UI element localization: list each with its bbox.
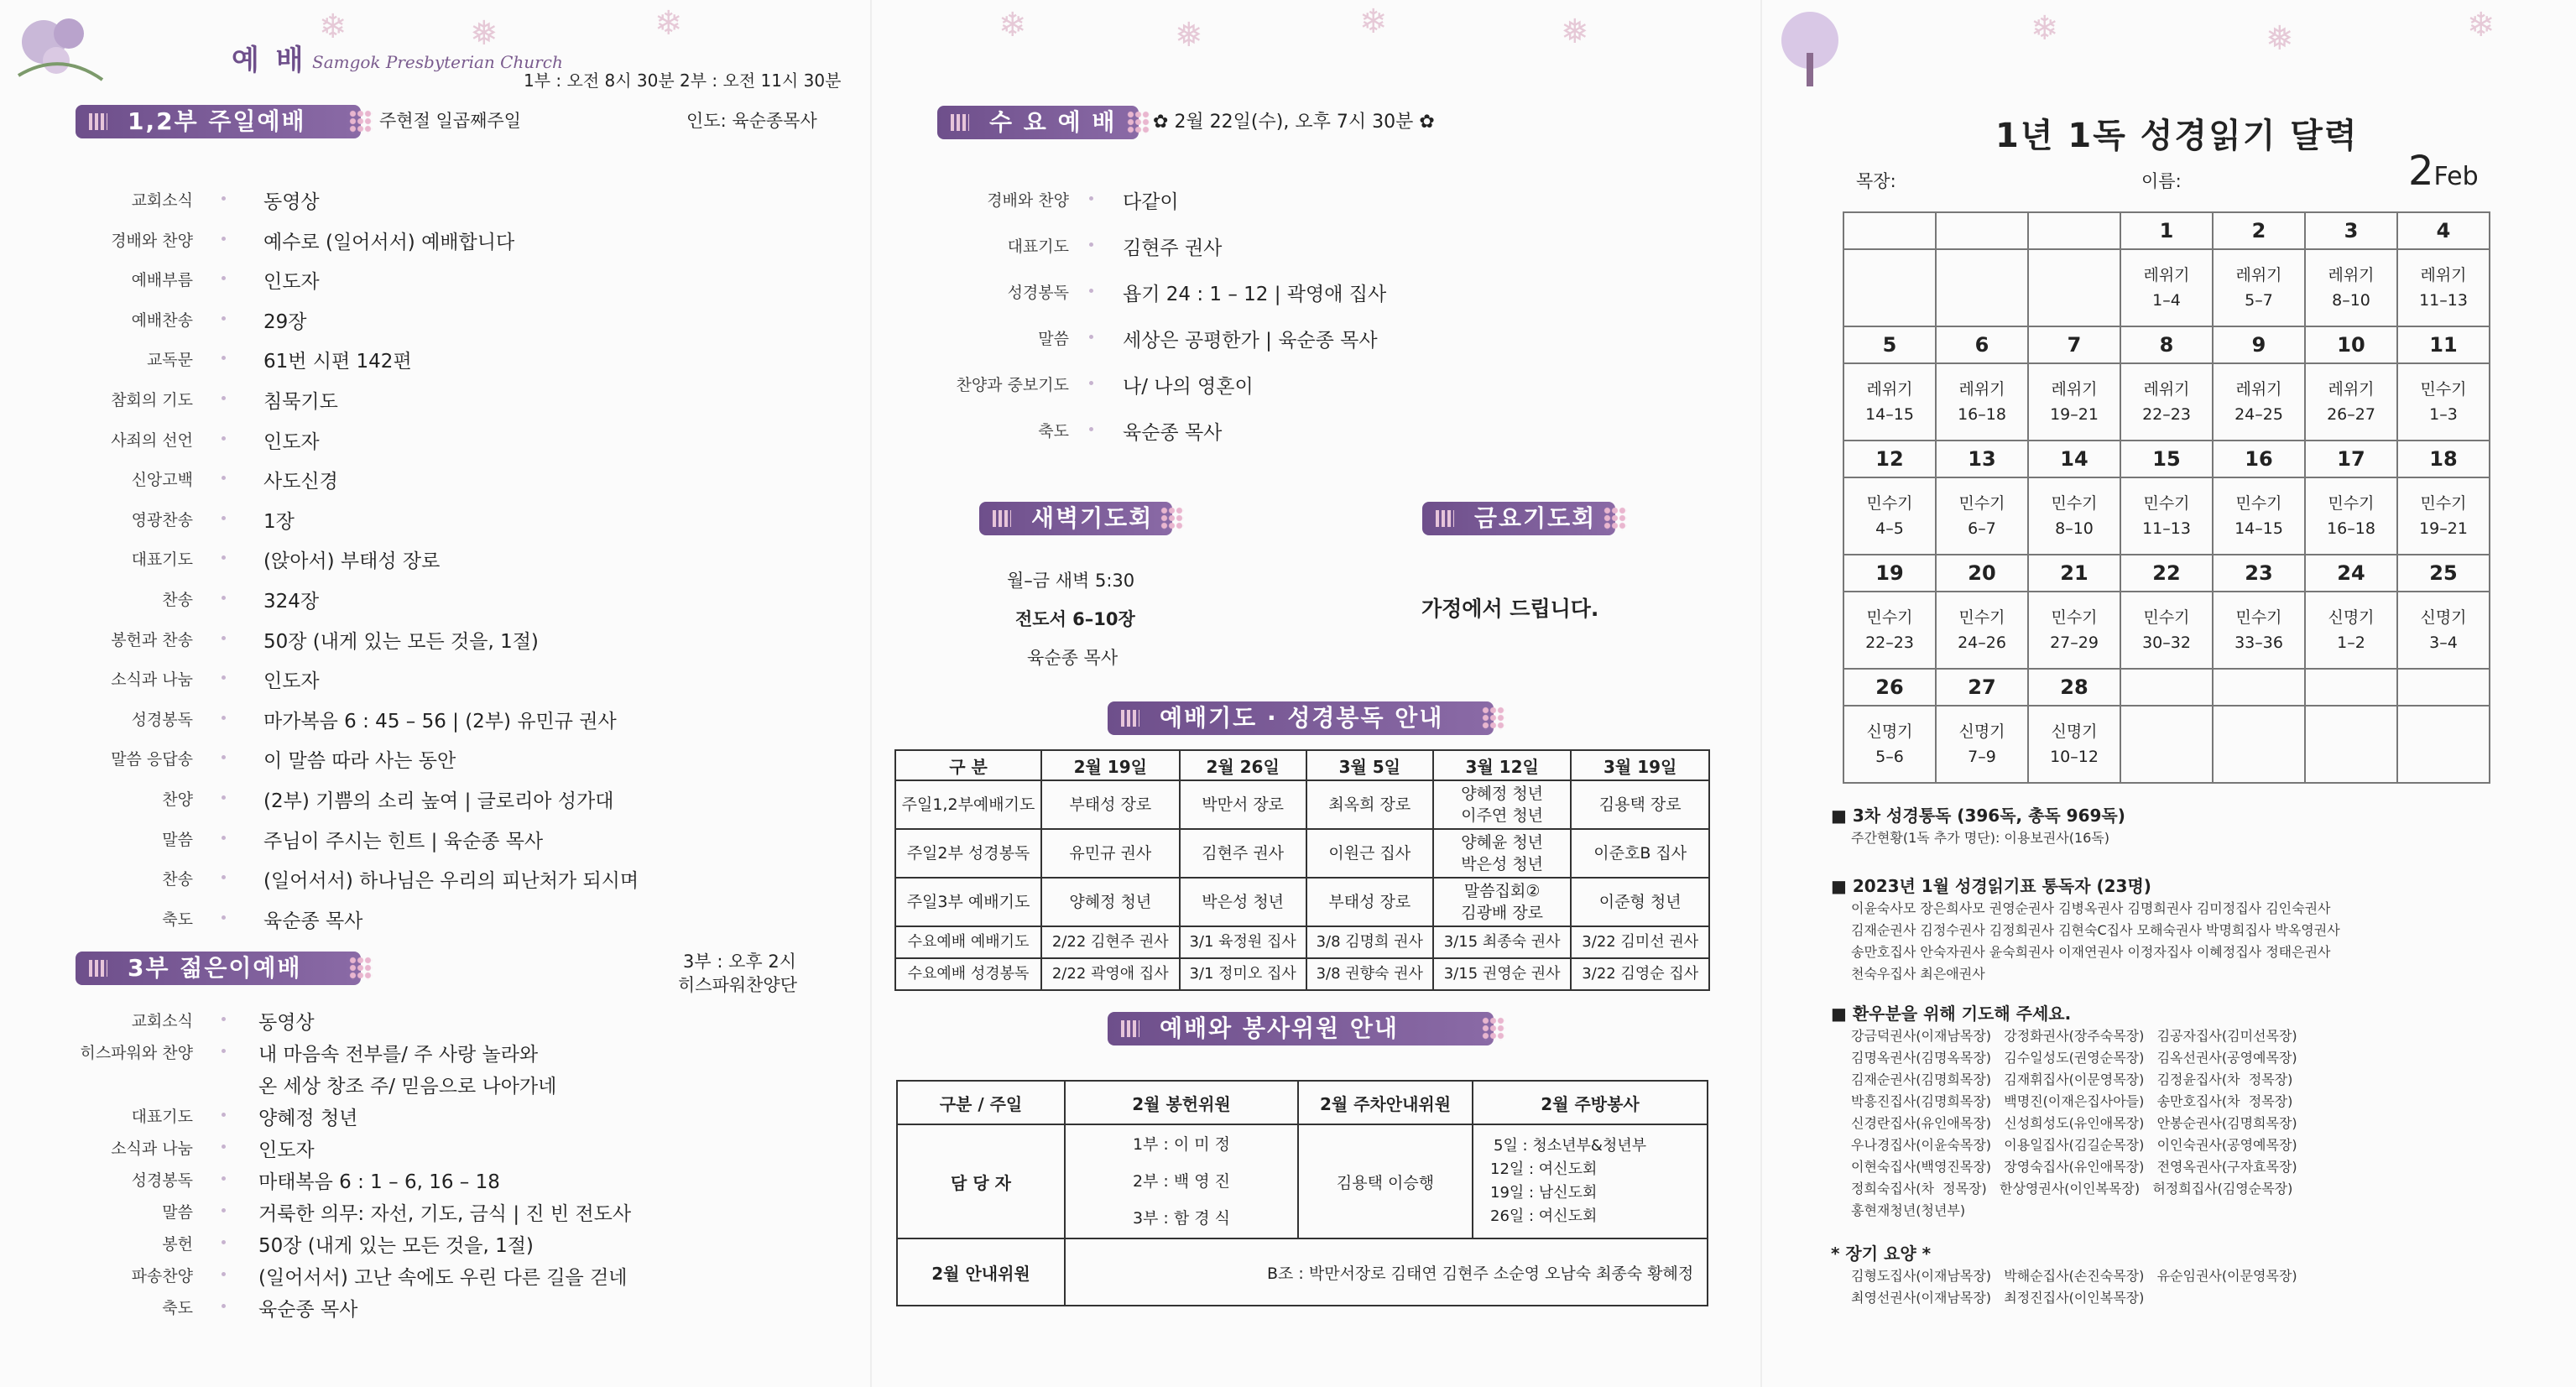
prayer-schedule-table bbox=[894, 749, 1710, 991]
schedule-cell: 양혜정 청년 bbox=[1041, 878, 1180, 926]
order-label: 교독문 bbox=[146, 351, 193, 370]
sunday-section-title: 1,2부 주일예배 bbox=[76, 105, 361, 138]
order-label: 경배와 찬양 bbox=[111, 231, 193, 250]
note-body: 강금덕권사(이재남목장) 강정화권사(장주숙목장) 김공자집사(김미선목장) 김명옥권사(김명옥목장) 김수일성도(권영순목장) 김옥선권사(공영예목장) 김재순권사(김명희목장) 김재휘집사(이문영목장) 김정윤집사(차 정목장) 박흥진집사(김명희목장) 백명진(이재은집사아들) 송만호집사(차 정목장) 신경란집사(유인애목장) 신성희성도(유인애목장) 안봉순권사(김명희목장) 우나경집사(이윤숙목장) 이용일집사(김길순목장) 이인숙권사(공영예목장) 이현숙집사(백영진목장) 장영숙집사(유인애목장) 전영옥권사(구자효목장) 정희숙집사(차 정목장) 한상영권사(이인복목장) 허정희집사(김영순목장) 홍현재청년(청년부) bbox=[1851, 1028, 2297, 1218]
calendar-reading bbox=[1843, 249, 1936, 326]
calendar-reading bbox=[2120, 706, 2213, 783]
calendar-reading: 민수기 14–15 bbox=[2213, 477, 2305, 555]
service-header: 구분 / 주일 bbox=[897, 1081, 1065, 1124]
dawn-prayer-line: 육순종 목사 bbox=[1027, 648, 1119, 668]
calendar-date: 5 bbox=[1843, 326, 1936, 363]
order-value: 324장 bbox=[263, 591, 320, 613]
schedule-cell: 3/8 권향숙 권사 bbox=[1306, 958, 1433, 990]
calendar-reading-row bbox=[1843, 592, 2490, 669]
calendar-date bbox=[2120, 669, 2213, 706]
bullet-dot bbox=[222, 795, 226, 800]
calendar-date: 6 bbox=[1936, 326, 2028, 363]
decor-left-icon: ✿ bbox=[1153, 112, 1175, 133]
calendar-date: 11 bbox=[2397, 326, 2490, 363]
decor-right-icon: ✿ bbox=[1413, 112, 1435, 133]
order-label: 경배와 찬양 bbox=[987, 191, 1069, 210]
calendar-date: 26 bbox=[1843, 669, 1936, 706]
bullet-dot bbox=[222, 237, 226, 241]
calendar-date bbox=[1843, 212, 1936, 249]
order-label: 축도 bbox=[162, 1299, 193, 1317]
calendar-date: 20 bbox=[1936, 555, 2028, 592]
ushers-cell: B조 : 박만서장로 김태연 김현주 소순영 오남숙 최종숙 황혜정 bbox=[1065, 1238, 1708, 1306]
order-value: 동영상 bbox=[258, 1012, 315, 1034]
calendar-date: 24 bbox=[2305, 555, 2397, 592]
month-number: 2 bbox=[2408, 148, 2434, 195]
calendar-reading: 민수기 11–13 bbox=[2120, 477, 2213, 555]
bullet-dot bbox=[222, 516, 226, 520]
schedule-cell: 3/22 김미선 권사 bbox=[1571, 926, 1709, 958]
bullet-dot bbox=[222, 1272, 226, 1276]
note-body: 김형도집사(이재남목장) 박해순집사(손진숙목장) 유순임권사(이문영목장) 최영선권사(이재남목장) 최정진집사(이인복목장) bbox=[1851, 1268, 2297, 1306]
bullet-dot bbox=[222, 1017, 226, 1021]
offering-line: 2부 : 백 영 진 bbox=[1132, 1172, 1231, 1191]
calendar-reading: 신명기 10–12 bbox=[2028, 706, 2120, 783]
order-label: 찬양 bbox=[162, 790, 193, 809]
schedule-cell: 2/22 김현주 권사 bbox=[1041, 926, 1180, 958]
calendar-date: 21 bbox=[2028, 555, 2120, 592]
youth-time: 3부 : 오후 2시 bbox=[683, 952, 796, 972]
schedule-row-label: 주일1,2부예배기도 bbox=[895, 780, 1041, 829]
bullet-dot bbox=[222, 755, 226, 759]
order-label: 성경봉독 bbox=[131, 710, 193, 729]
note-body: 이윤숙사모 장은희사모 권영순권사 김병옥권사 김명희권사 김미정집사 김인숙권사 김재순권사 김정수권사 김정희권사 김현숙C집사 모해숙권사 박명희집사 박옥영권사 송만호집사 안숙자권사 윤숙희권사 이재연권사 이정자집사 이혜정집사 정태은권사 천숙우집사 최은애권사 bbox=[1851, 900, 2340, 982]
youth-section-title: 3부 젊은이예배 bbox=[76, 952, 361, 985]
bullet-dot bbox=[222, 836, 226, 840]
order-label: 대표기도 bbox=[131, 1108, 193, 1126]
bullet-dot bbox=[222, 436, 226, 441]
calendar-reading: 레위기 8–10 bbox=[2305, 249, 2397, 326]
snowflake-icon: ❄ bbox=[319, 8, 347, 46]
order-value: 나/ 나의 영혼이 bbox=[1123, 376, 1254, 398]
bullet-dot bbox=[222, 915, 226, 920]
bullet-dot bbox=[222, 716, 226, 720]
schedule-cell: 김현주 권사 bbox=[1180, 829, 1306, 878]
calendar-date bbox=[1936, 212, 2028, 249]
bullet-dot bbox=[222, 555, 226, 560]
calendar-date bbox=[2305, 669, 2397, 706]
month-indicator bbox=[2408, 148, 2479, 195]
schedule-row-label: 수요예배 예배기도 bbox=[895, 926, 1041, 958]
calendar-date: 10 bbox=[2305, 326, 2397, 363]
kitchen-line: 26일 : 여신도회 bbox=[1490, 1207, 1598, 1225]
calendar-reading bbox=[2305, 706, 2397, 783]
schedule-cell: 2/22 곽영애 집사 bbox=[1041, 958, 1180, 990]
calendar-reading: 민수기 16–18 bbox=[2305, 477, 2397, 555]
kitchen-cell bbox=[1473, 1124, 1708, 1238]
schedule-cell: 3/15 최종숙 권사 bbox=[1433, 926, 1572, 958]
schedule-cell: 말씀집회② 김광배 장로 bbox=[1433, 878, 1572, 926]
order-label: 신앙고백 bbox=[131, 471, 193, 490]
calendar-reading: 레위기 19–21 bbox=[2028, 363, 2120, 441]
service-table bbox=[896, 1080, 1708, 1306]
wednesday-section-title: 수 요 예 배 bbox=[937, 106, 1139, 139]
calendar-reading-row bbox=[1843, 477, 2490, 555]
bullet-dot bbox=[1089, 289, 1093, 293]
calendar-reading: 민수기 30–32 bbox=[2120, 592, 2213, 669]
calendar-reading-row bbox=[1843, 363, 2490, 441]
order-value: 다같이 bbox=[1123, 191, 1179, 213]
order-value: 욥기 24 : 1 – 12 | 곽영애 집사 bbox=[1123, 284, 1387, 305]
calendar-reading: 민수기 1–3 bbox=[2397, 363, 2490, 441]
schedule-cell: 이준호B 집사 bbox=[1571, 829, 1709, 878]
order-value: 1장 bbox=[263, 510, 295, 533]
calendar-date: 4 bbox=[2397, 212, 2490, 249]
calendar-reading: 신명기 1–2 bbox=[2305, 592, 2397, 669]
calendar-date: 18 bbox=[2397, 441, 2490, 477]
service-header: 2월 주차안내위원 bbox=[1298, 1081, 1473, 1124]
schedule-row-label: 주일3부 예배기도 bbox=[895, 878, 1041, 926]
snowflake-icon: ❄ bbox=[2467, 6, 2495, 44]
order-label: 봉헌 bbox=[162, 1235, 193, 1254]
bullet-dot bbox=[222, 636, 226, 640]
calendar-date-row bbox=[1843, 441, 2490, 477]
order-value: 인도자 bbox=[263, 271, 320, 294]
calendar-date bbox=[2028, 212, 2120, 249]
calendar-title: 1년 1독 성경읽기 달력 bbox=[1995, 117, 2359, 155]
note-body: 주간현황(1독 추가 명단): 이용보권사(16독) bbox=[1851, 830, 2109, 846]
order-value: 사도신경 bbox=[263, 471, 338, 493]
bullet-dot bbox=[222, 1049, 226, 1053]
schedule-cell: 3/1 정미오 집사 bbox=[1180, 958, 1306, 990]
sunday-leader: 인도: 육순종목사 bbox=[686, 111, 817, 131]
calendar-date: 3 bbox=[2305, 212, 2397, 249]
calendar-date: 17 bbox=[2305, 441, 2397, 477]
calendar-reading: 민수기 22–23 bbox=[1843, 592, 1936, 669]
order-value: 육순종 목사 bbox=[1123, 422, 1223, 444]
bullet-dot bbox=[1089, 427, 1093, 431]
name-label: 이름: bbox=[2141, 171, 2182, 191]
calendar-date: 25 bbox=[2397, 555, 2490, 592]
bullet-dot bbox=[222, 675, 226, 680]
schedule-cell: 부태성 장로 bbox=[1041, 780, 1180, 829]
schedule-header: 3월 5일 bbox=[1306, 750, 1433, 780]
calendar-reading: 레위기 22–23 bbox=[2120, 363, 2213, 441]
friday-prayer-text: 가정에서 드립니다. bbox=[1421, 597, 1599, 621]
snowflake-icon: ❅ bbox=[470, 14, 498, 53]
order-value: 주님이 주시는 힌트 | 육순종 목사 bbox=[263, 830, 544, 853]
calendar-reading-row bbox=[1843, 249, 2490, 326]
order-value: 거룩한 의무: 자선, 기도, 금식 | 진 빈 전도사 bbox=[258, 1203, 632, 1225]
page-title: 예 배 bbox=[232, 44, 307, 77]
flower-illustration bbox=[10, 8, 111, 84]
order-value: (일어서서) 하나님은 우리의 피난처가 되시며 bbox=[263, 870, 639, 893]
calendar-date: 12 bbox=[1843, 441, 1936, 477]
schedule-cell: 박은성 청년 bbox=[1180, 878, 1306, 926]
calendar-date: 13 bbox=[1936, 441, 2028, 477]
wednesday-time bbox=[1153, 107, 1435, 133]
order-label: 영광찬송 bbox=[131, 510, 193, 529]
kitchen-line: 19일 : 남신도회 bbox=[1490, 1184, 1598, 1202]
calendar-reading: 민수기 8–10 bbox=[2028, 477, 2120, 555]
order-value: 육순종 목사 bbox=[263, 910, 363, 932]
offering-line: 1부 : 이 미 정 bbox=[1132, 1135, 1231, 1154]
bullet-dot bbox=[222, 1176, 226, 1181]
schedule-cell: 3/22 김영순 집사 bbox=[1571, 958, 1709, 990]
schedule-cell: 3/8 김명희 권사 bbox=[1306, 926, 1433, 958]
bullet-dot bbox=[1089, 196, 1093, 201]
schedule-cell: 양혜정 청년 이주연 청년 bbox=[1433, 780, 1572, 829]
order-label: 참회의 기도 bbox=[111, 391, 193, 409]
order-value: 이 말씀 따라 사는 동안 bbox=[263, 750, 456, 773]
calendar-reading: 민수기 24–26 bbox=[1936, 592, 2028, 669]
order-label: 찬송 bbox=[162, 591, 193, 609]
service-times: 1부 : 오전 8시 30분 2부 : 오전 11시 30분 bbox=[524, 70, 842, 91]
calendar-reading: 레위기 11–13 bbox=[2397, 249, 2490, 326]
service-header: 2월 주방봉사 bbox=[1473, 1081, 1708, 1124]
order-label: 찬양과 중보기도 bbox=[956, 376, 1069, 394]
bullet-dot bbox=[1089, 242, 1093, 247]
schedule-cell: 이준형 청년 bbox=[1571, 878, 1709, 926]
order-label: 성경봉독 bbox=[131, 1171, 193, 1190]
bullet-dot bbox=[222, 1113, 226, 1117]
calendar-date: 28 bbox=[2028, 669, 2120, 706]
bullet-dot bbox=[222, 316, 226, 321]
schedule-row-label: 주일2부 성경봉독 bbox=[895, 829, 1041, 878]
order-value: 김현주 권사 bbox=[1123, 237, 1223, 259]
calendar-reading bbox=[1936, 249, 2028, 326]
service-header: 2월 봉헌위원 bbox=[1065, 1081, 1298, 1124]
order-label: 사죄의 선언 bbox=[111, 430, 193, 450]
snowflake-icon: ❄ bbox=[1359, 3, 1388, 41]
kitchen-line: 12일 : 여신도회 bbox=[1490, 1160, 1598, 1178]
month-name: Feb bbox=[2433, 162, 2479, 191]
church-name-en: Samgok Presbyterian Church bbox=[312, 52, 563, 72]
snowflake-icon: ❅ bbox=[1175, 16, 1203, 55]
order-value: 인도자 bbox=[263, 670, 320, 693]
offering-line: 3부 : 함 경 식 bbox=[1132, 1209, 1231, 1228]
order-label: 대표기도 bbox=[131, 550, 193, 570]
order-value: 인도자 bbox=[258, 1139, 315, 1161]
calendar-reading bbox=[2028, 249, 2120, 326]
order-label: 봉헌과 찬송 bbox=[111, 630, 193, 649]
service-row-label: 담 당 자 bbox=[897, 1124, 1065, 1238]
calendar-date: 16 bbox=[2213, 441, 2305, 477]
schedule-title: 예배기도 · 성경봉독 안내 bbox=[1108, 701, 1494, 735]
order-value: 육순종 목사 bbox=[258, 1299, 358, 1321]
order-label: 예배찬송 bbox=[131, 310, 193, 330]
bullet-dot bbox=[222, 1208, 226, 1212]
order-value: 세상은 공평한가 | 육순종 목사 bbox=[1123, 330, 1378, 352]
calendar-date: 22 bbox=[2120, 555, 2213, 592]
note-title: ■ 2023년 1월 성경읽기표 통독자 (23명) bbox=[1831, 876, 2151, 896]
calendar-reading: 민수기 4–5 bbox=[1843, 477, 1936, 555]
calendar-date-row bbox=[1843, 212, 2490, 249]
schedule-cell: 김용택 장로 bbox=[1571, 780, 1709, 829]
parking-cell: 김용택 이승행 bbox=[1298, 1124, 1473, 1238]
youth-choir: 히스파워찬양단 bbox=[678, 975, 798, 995]
schedule-cell: 최옥희 장로 bbox=[1306, 780, 1433, 829]
order-label: 말씀 bbox=[1038, 330, 1069, 348]
calendar-date: 23 bbox=[2213, 555, 2305, 592]
schedule-cell: 양혜윤 청년 박은성 청년 bbox=[1433, 829, 1572, 878]
reading-calendar bbox=[1843, 211, 2490, 784]
order-label: 교회소식 bbox=[131, 191, 193, 210]
order-label: 소식과 나눔 bbox=[111, 670, 193, 690]
calendar-reading: 민수기 6–7 bbox=[1936, 477, 2028, 555]
order-label: 찬송 bbox=[162, 870, 193, 889]
bullet-dot bbox=[222, 396, 226, 400]
calendar-date: 27 bbox=[1936, 669, 2028, 706]
snowflake-icon: ❄ bbox=[999, 6, 1027, 44]
calendar-date: 7 bbox=[2028, 326, 2120, 363]
order-value: (2부) 기쁨의 소리 높여 | 글로리아 성가대 bbox=[263, 790, 614, 812]
calendar-reading: 민수기 27–29 bbox=[2028, 592, 2120, 669]
calendar-reading: 민수기 33–36 bbox=[2213, 592, 2305, 669]
order-value: 인도자 bbox=[263, 430, 320, 453]
order-label: 축도 bbox=[1038, 422, 1069, 441]
schedule-cell: 3/1 육정원 집사 bbox=[1180, 926, 1306, 958]
order-value: 내 마음속 전부를/ 주 사랑 놀라와 bbox=[258, 1044, 539, 1066]
snowflake-icon: ❄ bbox=[654, 4, 683, 43]
note-title: * 장기 요양 * bbox=[1831, 1244, 1932, 1264]
tree-illustration bbox=[1772, 7, 1848, 91]
order-value: 양혜정 청년 bbox=[258, 1108, 358, 1129]
calendar-date: 9 bbox=[2213, 326, 2305, 363]
calendar-date-row bbox=[1843, 669, 2490, 706]
note-title: ■ 3차 성경통독 (396독, 총독 969독) bbox=[1831, 806, 2125, 826]
order-label: 예배부름 bbox=[131, 271, 193, 290]
order-value: 동영상 bbox=[263, 191, 320, 213]
schedule-cell: 박만서 장로 bbox=[1180, 780, 1306, 829]
note-title: ■ 환우분을 위해 기도해 주세요. bbox=[1831, 1004, 2072, 1024]
bullet-dot bbox=[222, 875, 226, 879]
bullet-dot bbox=[222, 1304, 226, 1308]
bullet-dot bbox=[222, 1240, 226, 1244]
bullet-dot bbox=[222, 276, 226, 280]
order-label: 소식과 나눔 bbox=[111, 1139, 193, 1158]
schedule-header: 2월 26일 bbox=[1180, 750, 1306, 780]
calendar-reading: 신명기 5–6 bbox=[1843, 706, 1936, 783]
order-label: 대표기도 bbox=[1007, 237, 1069, 256]
bullet-dot bbox=[222, 596, 226, 600]
calendar-reading: 레위기 16–18 bbox=[1936, 363, 2028, 441]
order-value: 마가복음 6 : 45 – 56 | (2부) 유민규 권사 bbox=[263, 710, 617, 733]
calendar-date-row bbox=[1843, 326, 2490, 363]
service-title: 예배와 봉사위원 안내 bbox=[1108, 1012, 1494, 1045]
order-value: 61번 시편 142편 bbox=[263, 351, 412, 373]
order-label: 파송찬양 bbox=[131, 1267, 193, 1285]
calendar-reading: 레위기 5–7 bbox=[2213, 249, 2305, 326]
calendar-date: 15 bbox=[2120, 441, 2213, 477]
bullet-dot bbox=[1089, 335, 1093, 339]
schedule-cell: 유민규 권사 bbox=[1041, 829, 1180, 878]
schedule-header: 구 분 bbox=[895, 750, 1041, 780]
schedule-row-label: 수요예배 성경봉독 bbox=[895, 958, 1041, 990]
calendar-reading: 레위기 14–15 bbox=[1843, 363, 1936, 441]
schedule-cell: 부태성 장로 bbox=[1306, 878, 1433, 926]
calendar-reading bbox=[2397, 706, 2490, 783]
order-value: 마태복음 6 : 1 – 6, 16 – 18 bbox=[258, 1171, 500, 1193]
calendar-date: 8 bbox=[2120, 326, 2213, 363]
calendar-reading: 민수기 19–21 bbox=[2397, 477, 2490, 555]
schedule-header: 3월 12일 bbox=[1433, 750, 1572, 780]
order-value: 50장 (내게 있는 모든 것을, 1절) bbox=[258, 1235, 534, 1257]
column-divider bbox=[1760, 0, 1762, 1387]
calendar-reading bbox=[2213, 706, 2305, 783]
order-value: 예수로 (일어서서) 예배합니다 bbox=[263, 231, 515, 253]
bullet-dot bbox=[222, 196, 226, 201]
calendar-reading-row bbox=[1843, 706, 2490, 783]
dawn-prayer-line: 월–금 새벽 5:30 bbox=[1007, 571, 1135, 591]
order-value: 온 세상 창조 주/ 믿음으로 나아가네 bbox=[258, 1076, 557, 1098]
order-value: (일어서서) 고난 속에도 우린 다른 길을 걷네 bbox=[258, 1267, 628, 1289]
order-label: 교회소식 bbox=[131, 1012, 193, 1030]
calendar-reading: 신명기 7–9 bbox=[1936, 706, 2028, 783]
calendar-date bbox=[2397, 669, 2490, 706]
order-value: 29장 bbox=[263, 310, 307, 333]
column-divider bbox=[870, 0, 872, 1387]
schedule-cell: 3/15 권영순 권사 bbox=[1433, 958, 1572, 990]
bullet-dot bbox=[222, 476, 226, 480]
calendar-reading: 신명기 3–4 bbox=[2397, 592, 2490, 669]
order-label: 말씀 bbox=[162, 830, 193, 849]
calendar-reading: 레위기 1–4 bbox=[2120, 249, 2213, 326]
order-label: 말씀 응답송 bbox=[111, 750, 193, 769]
calendar-date-row bbox=[1843, 555, 2490, 592]
sunday-subtitle: 주현절 일곱째주일 bbox=[379, 111, 521, 131]
schedule-cell: 이원근 집사 bbox=[1306, 829, 1433, 878]
bullet-dot bbox=[222, 1145, 226, 1149]
bullet-dot bbox=[1089, 381, 1093, 385]
order-value: (앉아서) 부태성 장로 bbox=[263, 550, 441, 573]
order-label: 말씀 bbox=[162, 1203, 193, 1222]
parish-label: 목장: bbox=[1856, 171, 1896, 191]
schedule-header: 2월 19일 bbox=[1041, 750, 1180, 780]
calendar-date bbox=[2213, 669, 2305, 706]
dawn-prayer-title: 새벽기도회 bbox=[979, 502, 1172, 535]
schedule-header: 3월 19일 bbox=[1571, 750, 1709, 780]
bullet-dot bbox=[222, 356, 226, 360]
friday-prayer-title: 금요기도회 bbox=[1422, 502, 1615, 535]
calendar-reading: 레위기 26–27 bbox=[2305, 363, 2397, 441]
order-label: 히스파워와 찬양 bbox=[80, 1044, 193, 1062]
snowflake-icon: ❅ bbox=[2266, 19, 2294, 58]
offering-cell bbox=[1065, 1124, 1298, 1238]
snowflake-icon: ❅ bbox=[1561, 13, 1589, 51]
calendar-date: 1 bbox=[2120, 212, 2213, 249]
calendar-reading: 레위기 24–25 bbox=[2213, 363, 2305, 441]
order-value: 침묵기도 bbox=[263, 391, 338, 413]
dawn-prayer-line: 전도서 6–10장 bbox=[1015, 609, 1135, 629]
order-label: 축도 bbox=[162, 910, 193, 929]
calendar-date: 19 bbox=[1843, 555, 1936, 592]
wednesday-time-text: 2월 22일(수), 오후 7시 30분 bbox=[1174, 112, 1414, 133]
kitchen-line: 5일 : 청소년부&청년부 bbox=[1494, 1137, 1647, 1155]
order-label: 성경봉독 bbox=[1007, 284, 1069, 302]
snowflake-icon: ❄ bbox=[2031, 9, 2059, 48]
order-value: 50장 (내게 있는 모든 것을, 1절) bbox=[263, 630, 539, 653]
ushers-label: 2월 안내위원 bbox=[897, 1238, 1065, 1306]
calendar-date: 14 bbox=[2028, 441, 2120, 477]
calendar-date: 2 bbox=[2213, 212, 2305, 249]
